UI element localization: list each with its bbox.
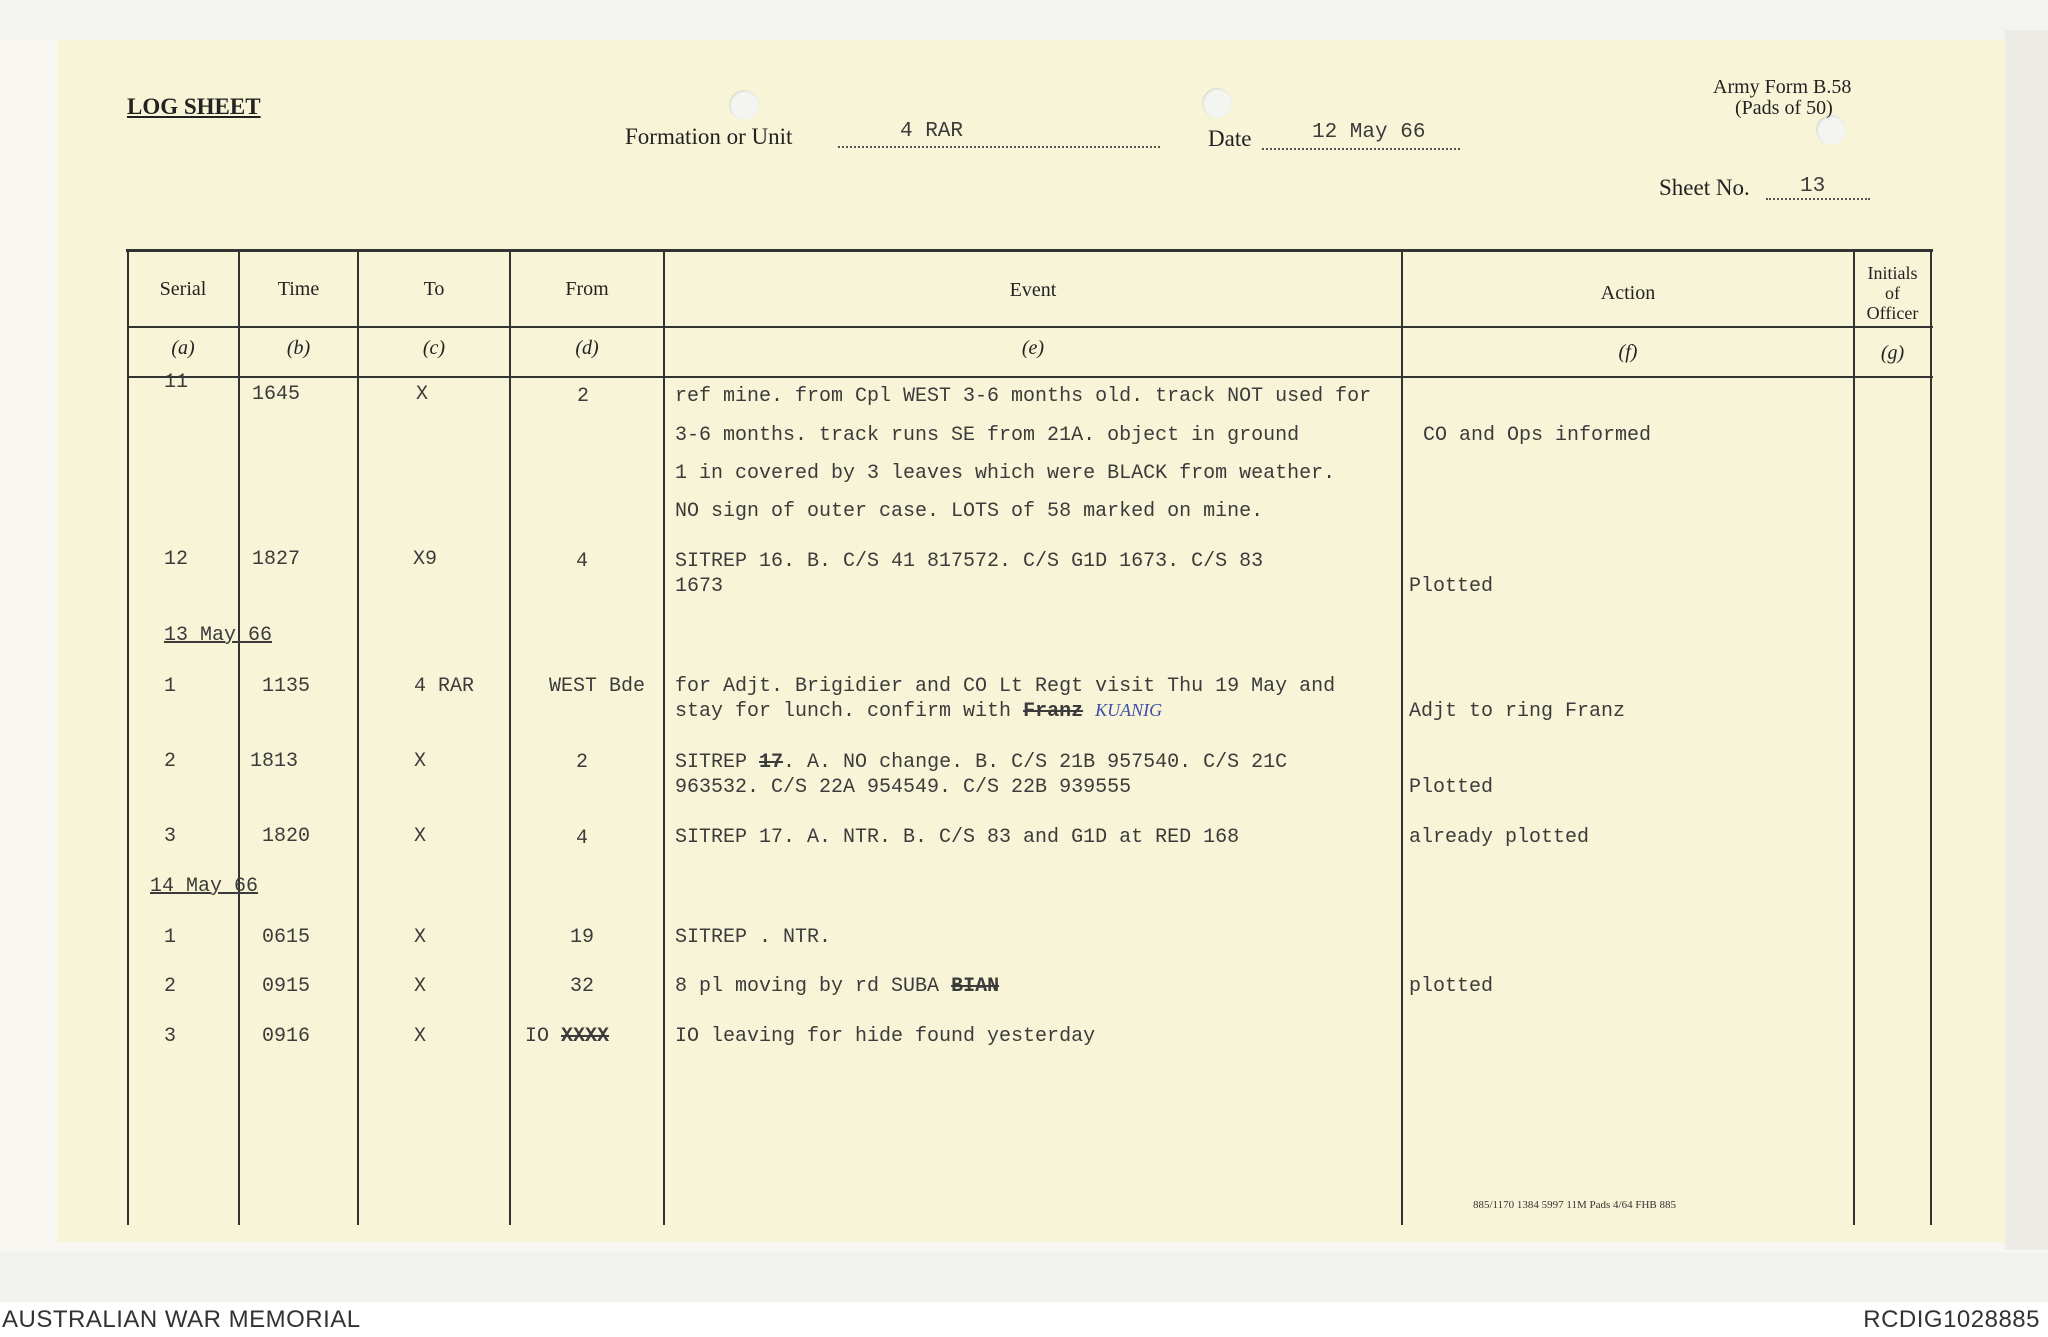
col-sub-e: (e) — [1021, 337, 1045, 359]
d2r1-event-line2-text: stay for lunch. confirm with — [675, 700, 1012, 723]
d2r2-event-sitrep: SITREP — [675, 751, 748, 774]
scan-right-margin — [2005, 30, 2048, 1250]
print-code: 885/1170 1384 5997 11M Pads 4/64 FHB 885 — [1473, 1199, 1677, 1211]
row11-event-line2: 3-6 months. track runs SE from 21A. object in ground — [675, 424, 1300, 447]
d2r1-from: WEST Bde — [549, 675, 646, 698]
col-sub-a: (a) — [171, 337, 195, 359]
punch-hole — [1202, 88, 1232, 118]
d2r3-time: 1820 — [262, 825, 311, 848]
col-sub-f: (f) — [1618, 341, 1638, 363]
col-header-initials-1: Initials — [1867, 263, 1918, 283]
d2r1-time: 1135 — [262, 675, 311, 698]
d2r3-event: SITREP 17. A. NTR. B. C/S 83 and G1D at RED 168 — [675, 826, 1240, 849]
d2r2-struck-number: 17 — [759, 751, 784, 774]
unit-value: 4 RAR — [900, 120, 964, 143]
d2r1-action: Adjt to ring Franz — [1409, 700, 1626, 723]
sheet-label: Sheet No. — [1659, 175, 1750, 200]
d3r3-to: X — [413, 1025, 427, 1048]
unit-label: Formation or Unit — [625, 124, 793, 149]
row12-to: X9 — [412, 548, 438, 571]
col-border-right — [1930, 250, 1932, 1225]
d2r1-event-line2 — [675, 700, 1162, 723]
d2r1-handwritten-name: KUANIG — [1095, 700, 1163, 720]
row11-event-line3: 1 in covered by 3 leaves which were BLACK from weather. — [675, 462, 1336, 485]
form-number: Army Form B.58 — [1713, 76, 1852, 98]
d3r1-serial: 1 — [164, 926, 177, 949]
d3r2-time: 0915 — [262, 975, 311, 998]
footer-institution: AUSTRALIAN WAR MEMORIAL — [2, 1306, 361, 1333]
col-header-event: Event — [1009, 279, 1057, 301]
row11-action: CO and Ops informed — [1423, 424, 1652, 447]
d3r3-event: IO leaving for hide found yesterday — [675, 1025, 1096, 1048]
col-header-initials — [1855, 263, 1930, 323]
row12-event-line1: SITREP 16. B. C/S 41 817572. C/S G1D 1673. C/S 83 — [675, 550, 1264, 573]
date-value: 12 May 66 — [1312, 121, 1426, 144]
col-header-from: From — [565, 278, 609, 300]
col-border-time — [357, 250, 359, 1225]
d3r3-serial: 3 — [164, 1025, 177, 1048]
punch-hole — [729, 90, 759, 120]
row12-time: 1827 — [252, 548, 301, 571]
row11-from: 2 — [576, 385, 590, 408]
d2r2-action: Plotted — [1409, 776, 1494, 799]
d2r2-event-line1 — [675, 751, 1287, 774]
col-sub-d: (d) — [575, 337, 599, 359]
d2r1-struck-name: Franz — [1023, 700, 1084, 723]
d2r1-to: 4 RAR — [413, 675, 475, 698]
row12-from: 4 — [575, 550, 589, 573]
footer-record-id: RCDIG1028885 — [1863, 1306, 2040, 1333]
d3r2-event — [675, 975, 999, 998]
col-border-event — [1401, 250, 1403, 1225]
sheet-value: 13 — [1800, 175, 1826, 198]
d2r2-time: 1813 — [250, 750, 299, 773]
d2r3-serial: 3 — [164, 825, 177, 848]
date-heading-13-may: 13 May 66 — [164, 624, 273, 647]
d3r3-from-struck: XXXX — [561, 1025, 610, 1048]
col-header-initials-3: Officer — [1866, 303, 1919, 323]
d3r2-struck-word: BIAN — [951, 975, 1000, 998]
table-top-rule — [126, 249, 1933, 252]
col-sub-c: (c) — [422, 337, 446, 359]
col-border-serial — [238, 250, 240, 1225]
form-pads: (Pads of 50) — [1735, 97, 1833, 119]
row11-event-line4: NO sign of outer case. LOTS of 58 marked on mine. — [675, 500, 1264, 523]
row11-to: X — [415, 383, 429, 406]
date-dotted-line — [1262, 148, 1460, 150]
row11-serial: 11 — [164, 371, 189, 394]
d2r3-from: 4 — [575, 827, 589, 850]
scan-bottom-band — [0, 1252, 2048, 1302]
page-title: LOG SHEET — [127, 94, 261, 119]
d2r2-from: 2 — [575, 751, 589, 774]
d2r2-serial: 2 — [164, 750, 177, 773]
d3r1-from: 19 — [569, 926, 595, 949]
d3r2-serial: 2 — [164, 975, 177, 998]
d2r2-to: X — [413, 750, 427, 773]
col-header-serial: Serial — [159, 278, 207, 300]
d3r1-time: 0615 — [262, 926, 311, 949]
date-label: Date — [1208, 126, 1252, 151]
d2r2-event-line1-rest: . A. NO change. B. C/S 21B 957540. C/S 21C — [783, 751, 1288, 774]
d3r2-action: plotted — [1409, 975, 1494, 998]
archive-footer — [0, 1302, 2048, 1337]
scan-top-strip — [0, 0, 2048, 40]
col-header-time: Time — [277, 278, 320, 300]
col-sub-b: (b) — [286, 337, 311, 359]
col-header-initials-2: of — [1885, 283, 1900, 303]
col-sub-g: (g) — [1880, 342, 1905, 364]
row12-serial: 12 — [164, 548, 189, 571]
col-border-left — [127, 250, 129, 1225]
sheet-dotted-line — [1766, 198, 1870, 200]
header-divider — [128, 326, 1933, 328]
subheader-divider — [128, 376, 1933, 378]
col-border-to — [509, 250, 511, 1225]
date-heading-14-may: 14 May 66 — [150, 875, 259, 898]
d2r1-serial: 1 — [164, 675, 177, 698]
col-border-from — [663, 250, 665, 1225]
d2r3-to: X — [413, 825, 427, 848]
d2r2-event-line2: 963532. C/S 22A 954549. C/S 22B 939555 — [675, 776, 1132, 799]
col-header-to: To — [423, 278, 445, 300]
col-border-action — [1853, 250, 1855, 1225]
d3r2-event-text: 8 pl moving by rd SUBA — [675, 975, 940, 998]
d3r3-time: 0916 — [262, 1025, 311, 1048]
d2r1-event-line1: for Adjt. Brigidier and CO Lt Regt visit Thu 19 May and — [675, 675, 1336, 698]
d3r2-from: 32 — [569, 975, 595, 998]
unit-dotted-line — [838, 146, 1160, 148]
d3r1-event: SITREP . NTR. — [675, 926, 832, 949]
d3r3-from-io: IO — [525, 1025, 550, 1048]
row12-action: Plotted — [1409, 575, 1494, 598]
d3r2-to: X — [413, 975, 427, 998]
log-sheet-paper — [57, 40, 2005, 1242]
d3r1-to: X — [413, 926, 427, 949]
d2r3-action: already plotted — [1409, 826, 1590, 849]
col-header-action: Action — [1600, 282, 1656, 304]
row12-event-line2: 1673 — [675, 575, 724, 598]
d3r3-from — [525, 1025, 609, 1048]
row11-time: 1645 — [252, 383, 301, 406]
row11-event-line1: ref mine. from Cpl WEST 3-6 months old. track NOT used for — [675, 385, 1372, 408]
